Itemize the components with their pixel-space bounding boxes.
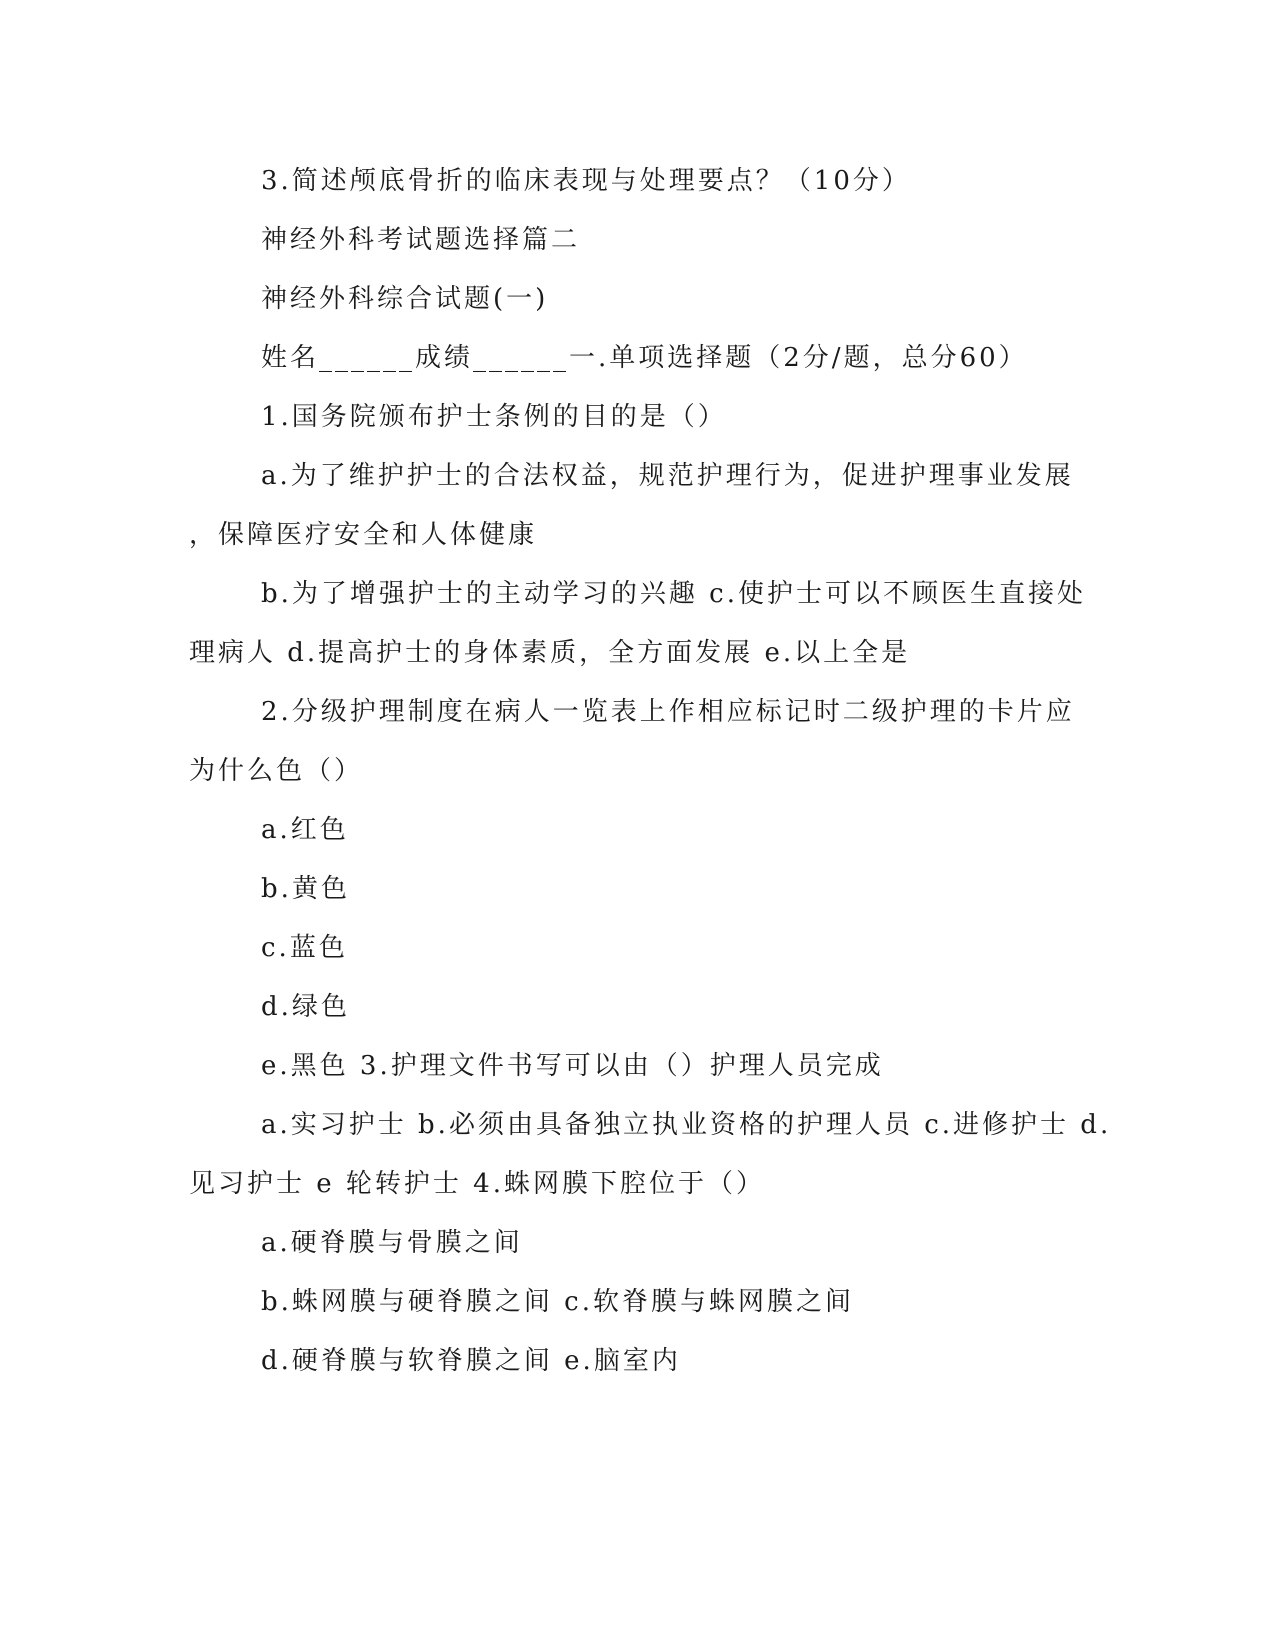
question-2-option-c: c.蓝色 — [261, 933, 348, 963]
question-4-options-b-c: b.蛛网膜与硬脊膜之间 c.软脊膜与蛛网膜之间 — [261, 1287, 854, 1317]
question-2-option-b: b.黄色 — [261, 874, 350, 904]
question-2: 2.分级护理制度在病人一览表上作相应标记时二级护理的卡片应 — [261, 697, 1075, 727]
question-4-options-d-e: d.硬脊膜与软脊膜之间 e.脑室内 — [261, 1346, 681, 1376]
name-score-line: 姓名______成绩______一.单项选择题（2分/题，总分60） — [261, 343, 1028, 373]
question-2-continued: 为什么色（） — [189, 756, 364, 786]
question-2-option-d: d.绿色 — [261, 992, 350, 1022]
question-1-option-a: a.为了维护护士的合法权益，规范护理行为，促进护理事业发展 — [261, 461, 1074, 491]
exam-title: 神经外科综合试题(一) — [261, 284, 549, 314]
question-1-options-d-e: 理病人 d.提高护士的身体素质，全方面发展 e.以上全是 — [189, 638, 911, 668]
question-2-option-a: a.红色 — [261, 815, 349, 845]
question-3-options-and-question-4: 见习护士 e 轮转护士 4.蛛网膜下腔位于（） — [189, 1169, 765, 1199]
question-1-options-b-c: b.为了增强护士的主动学习的兴趣 c.使护士可以不顾医生直接处 — [261, 579, 1086, 609]
question-1: 1.国务院颁布护士条例的目的是（） — [261, 402, 727, 432]
question-3-options: a.实习护士 b.必须由具备独立执业资格的护理人员 c.进修护士 d. — [261, 1110, 1112, 1140]
question-3-essay: 3.简述颅底骨折的临床表现与处理要点？（10分） — [261, 166, 911, 196]
section-heading: 神经外科考试题选择篇二 — [261, 225, 581, 255]
question-1-option-a-continued: ，保障医疗安全和人体健康 — [189, 520, 538, 550]
question-2-option-e-and-question-3: e.黑色 3.护理文件书写可以由（）护理人员完成 — [261, 1051, 884, 1081]
question-4-option-a: a.硬脊膜与骨膜之间 — [261, 1228, 523, 1258]
